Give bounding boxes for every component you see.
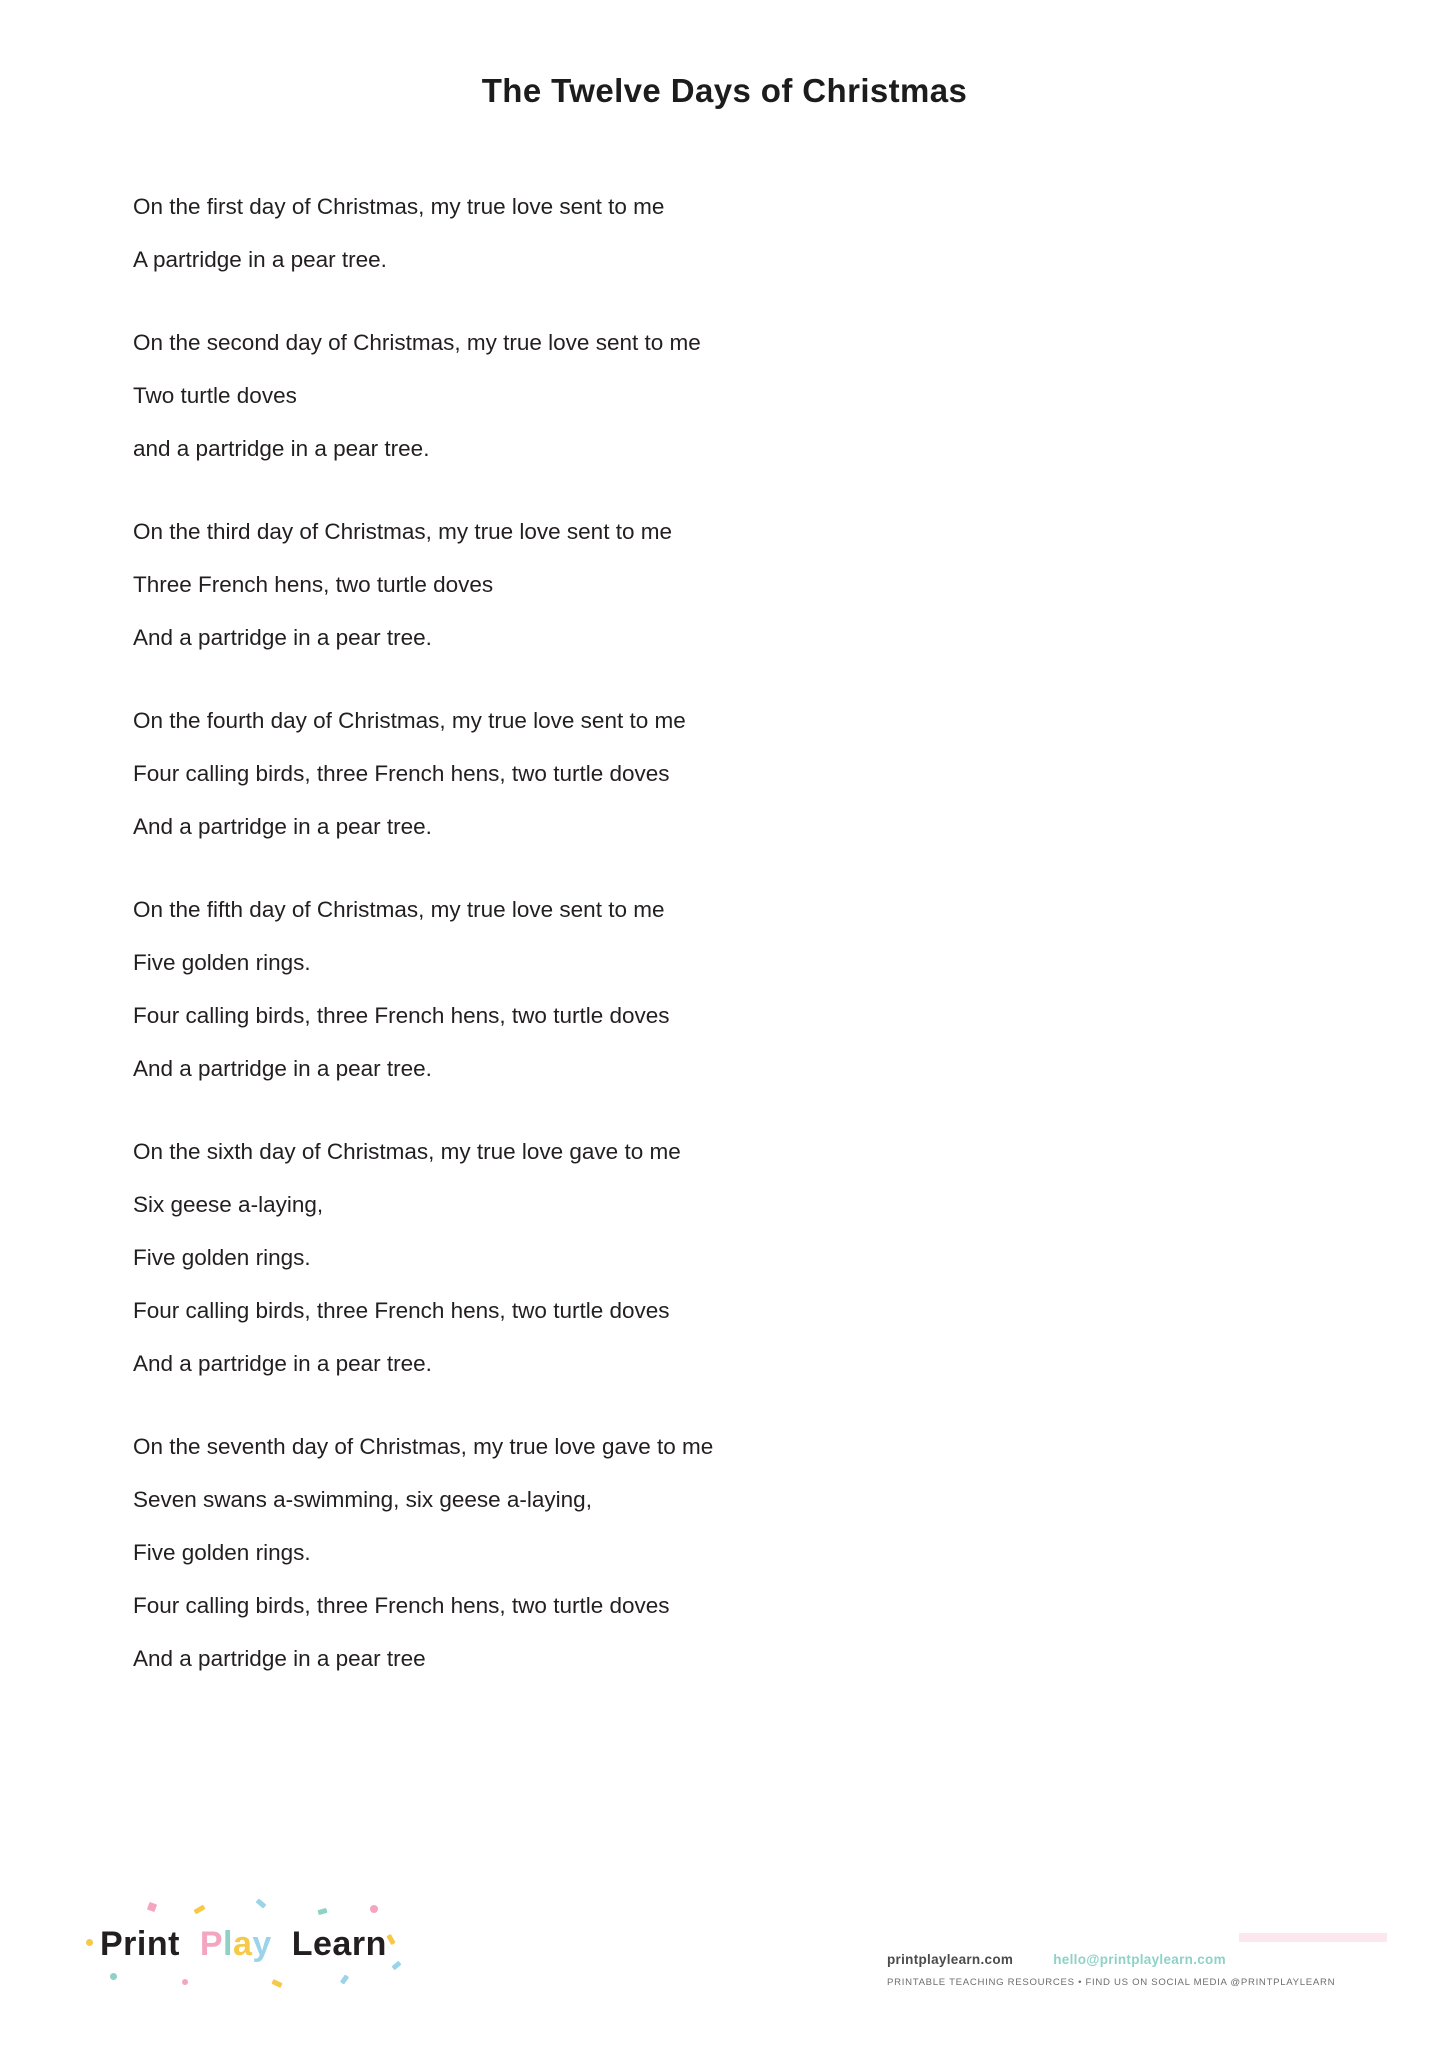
verse-1 — [133, 180, 1033, 286]
lyric-line: On the seventh day of Christmas, my true love gave to me — [133, 1434, 714, 1459]
lyric-line: And a partridge in a pear tree. — [133, 814, 432, 839]
logo-word-learn: Learn — [291, 1925, 387, 1963]
footer-tagline: PRINTABLE TEACHING RESOURCES • FIND US ON SOCIAL MEDIA @PRINTPLAYLEARN — [887, 1977, 1336, 1988]
verse-7 — [133, 1420, 1033, 1685]
lyric-line: Five golden rings. — [133, 950, 311, 975]
lyric-line: Three French hens, two turtle doves — [133, 572, 494, 597]
lyric-line: Six geese a-laying, — [133, 1192, 324, 1217]
lyric-line: Four calling birds, three French hens, two turtle doves — [133, 1298, 670, 1323]
confetti-dot — [193, 1905, 205, 1915]
lyric-line: And a partridge in a pear tree — [133, 1646, 426, 1671]
verse-6 — [133, 1125, 1033, 1390]
verse-5 — [133, 883, 1033, 1095]
footer-contact — [887, 1952, 1387, 1988]
lyric-line: And a partridge in a pear tree. — [133, 1056, 432, 1081]
lyric-line: On the fifth day of Christmas, my true love sent to me — [133, 897, 665, 922]
lyric-line: And a partridge in a pear tree. — [133, 1351, 432, 1376]
lyric-line: On the first day of Christmas, my true love sent to me — [133, 194, 665, 219]
lyric-line: On the third day of Christmas, my true love sent to me — [133, 519, 672, 544]
lyric-line: On the second day of Christmas, my true love sent to me — [133, 330, 701, 355]
confetti-dot — [256, 1898, 267, 1908]
lyrics-body — [133, 180, 1033, 1715]
verse-2 — [133, 316, 1033, 475]
lyric-line: Two turtle doves — [133, 383, 297, 408]
lyric-line: and a partridge in a pear tree. — [133, 436, 430, 461]
confetti-dot — [340, 1974, 349, 1984]
website-link[interactable]: printplaylearn.com — [887, 1952, 1014, 1967]
logo-letter-y: y — [252, 1925, 272, 1963]
lyric-line: Seven swans a-swimming, six geese a-laying, — [133, 1487, 592, 1512]
logo-letter-l: l — [223, 1925, 233, 1963]
verse-4 — [133, 694, 1033, 853]
logo-wordmark — [100, 1925, 387, 1964]
confetti-dot — [147, 1902, 157, 1912]
brand-logo — [86, 1903, 416, 1993]
confetti-dot — [386, 1934, 395, 1945]
logo-word-print: Print — [100, 1925, 180, 1963]
footer-contact-line — [887, 1952, 1387, 1967]
lyric-line: A partridge in a pear tree. — [133, 247, 387, 272]
confetti-dot — [86, 1939, 93, 1946]
lyric-line: On the sixth day of Christmas, my true love gave to me — [133, 1139, 681, 1164]
highlight-bar — [1239, 1933, 1387, 1942]
confetti-dot — [370, 1905, 378, 1913]
logo-letter-a: a — [233, 1925, 253, 1963]
verse-3 — [133, 505, 1033, 664]
confetti-dot — [110, 1973, 117, 1980]
logo-letter-p: P — [199, 1925, 224, 1963]
confetti-dot — [391, 1961, 401, 1971]
lyric-line: Four calling birds, three French hens, two turtle doves — [133, 1593, 670, 1618]
email-link[interactable]: hello@printplaylearn.com — [1053, 1952, 1226, 1967]
lyric-line: And a partridge in a pear tree. — [133, 625, 432, 650]
page-title: The Twelve Days of Christmas — [481, 72, 968, 109]
lyric-line: On the fourth day of Christmas, my true love sent to me — [133, 708, 686, 733]
confetti-dot — [271, 1979, 282, 1988]
confetti-dot — [182, 1979, 188, 1985]
lyric-line: Four calling birds, three French hens, two turtle doves — [133, 761, 670, 786]
lyric-line: Five golden rings. — [133, 1245, 311, 1270]
lyric-line: Five golden rings. — [133, 1540, 311, 1565]
confetti-dot — [318, 1908, 328, 1915]
lyric-line: Four calling birds, three French hens, two turtle doves — [133, 1003, 670, 1028]
